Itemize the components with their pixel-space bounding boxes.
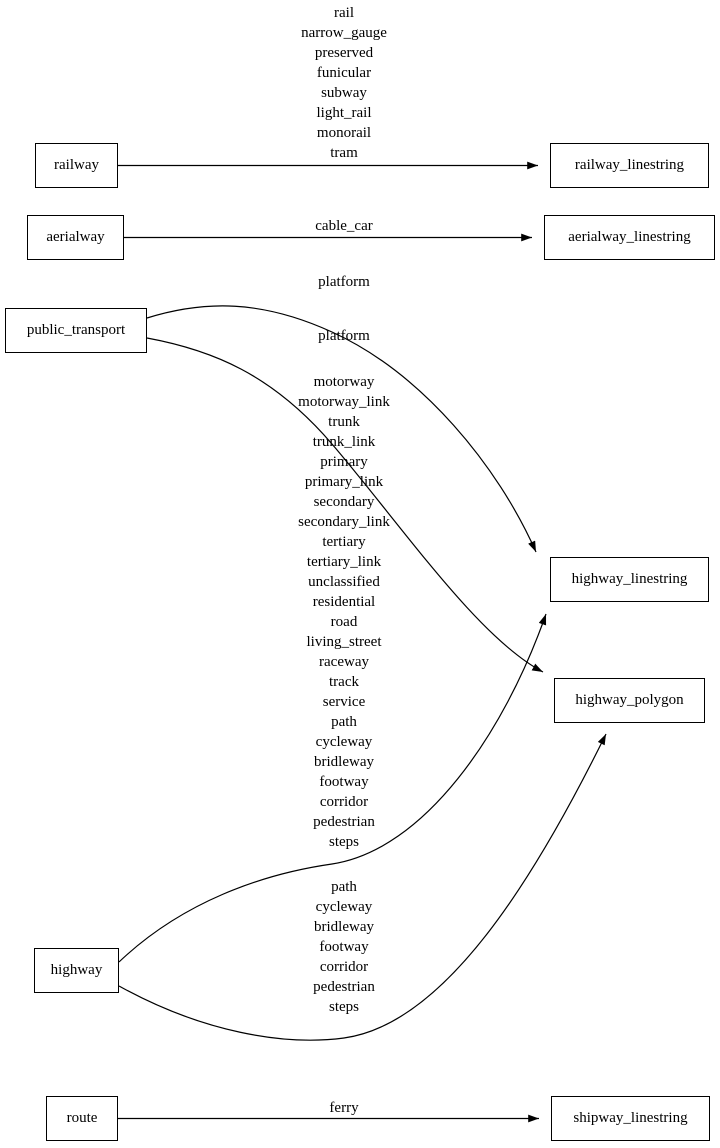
- edge-label-line: subway: [321, 85, 367, 101]
- node-label: highway: [50, 962, 103, 978]
- edge-label-line: primary: [320, 454, 368, 470]
- edge-label-line: pedestrian: [313, 979, 375, 995]
- edge-label-line: service: [322, 694, 366, 710]
- edge-label-line: corridor: [319, 794, 369, 810]
- edge-label-line: cable_car: [315, 218, 373, 234]
- edge-label-line: bridleway: [314, 919, 374, 935]
- node-shipway_linestring[interactable]: [551, 1096, 710, 1141]
- edge-label-highway-linestring: [244, 372, 444, 852]
- edge-label-line: road: [330, 614, 358, 630]
- edge-label-line: footway: [319, 774, 369, 790]
- node-label: railway: [54, 157, 99, 173]
- node-label: aerialway: [46, 229, 105, 245]
- edge-label-line: secondary_link: [298, 514, 390, 530]
- edge-label-line: track: [329, 674, 359, 690]
- node-railway_linestring[interactable]: [550, 143, 709, 188]
- edge-label-line: pedestrian: [313, 814, 375, 830]
- node-aerialway_linestring[interactable]: [544, 215, 715, 260]
- edge-label-line: motorway_link: [298, 394, 390, 410]
- edge-label-line: raceway: [319, 654, 369, 670]
- edge-label-line: primary_link: [304, 474, 384, 490]
- node-highway_linestring[interactable]: [550, 557, 709, 602]
- edge-label-line: unclassified: [308, 574, 380, 590]
- edge-label-line: bridleway: [314, 754, 374, 770]
- edge-label-line: trunk_link: [312, 434, 376, 450]
- edge-label-railway: [244, 3, 444, 163]
- edge-label-line: ferry: [329, 1100, 359, 1116]
- edge-label-line: tertiary: [322, 534, 366, 550]
- edge-label-line: steps: [329, 999, 359, 1015]
- edge-label-line: funicular: [316, 65, 372, 81]
- edge-label-line: path: [331, 879, 357, 895]
- edge-label-highway-polygon: [244, 877, 444, 1017]
- node-label: railway_linestring: [574, 157, 685, 173]
- edge-label-line: footway: [319, 939, 369, 955]
- edge-label-route: [244, 1098, 444, 1118]
- edge-label-line: light_rail: [316, 105, 372, 121]
- edge-label-line: path: [331, 714, 357, 730]
- edge-label-line: motorway: [313, 374, 375, 390]
- edge-label-public_transport-linestring: [244, 272, 444, 292]
- edge-label-line: monorail: [316, 125, 372, 141]
- edge-label-line: platform: [318, 274, 370, 290]
- edge-label-line: preserved: [314, 45, 374, 61]
- node-label: aerialway_linestring: [568, 229, 691, 245]
- node-highway_polygon[interactable]: [554, 678, 705, 723]
- node-public_transport[interactable]: [5, 308, 147, 353]
- edge-label-line: living_street: [306, 634, 382, 650]
- edge-label-aerialway: [244, 216, 444, 236]
- edge-label-line: rail: [334, 5, 354, 21]
- node-label: route: [66, 1110, 98, 1126]
- node-highway[interactable]: [34, 948, 119, 993]
- node-label: highway_linestring: [571, 571, 688, 587]
- node-label: highway_polygon: [575, 692, 684, 708]
- edge-label-line: tram: [330, 145, 358, 161]
- node-label: shipway_linestring: [573, 1110, 688, 1126]
- edge-label-public_transport-polygon: [244, 326, 444, 346]
- edge-label-line: cycleway: [315, 734, 373, 750]
- edge-label-line: residential: [312, 594, 376, 610]
- edge-label-line: secondary: [313, 494, 375, 510]
- edge-label-line: trunk: [328, 414, 360, 430]
- node-route[interactable]: [46, 1096, 118, 1141]
- edge-label-line: tertiary_link: [306, 554, 382, 570]
- edge-label-line: narrow_gauge: [301, 25, 387, 41]
- edge-label-line: platform: [318, 328, 370, 344]
- node-label: public_transport: [26, 322, 126, 338]
- node-railway[interactable]: [35, 143, 118, 188]
- edge-label-line: corridor: [319, 959, 369, 975]
- edge-label-line: cycleway: [315, 899, 373, 915]
- edge-label-line: steps: [329, 834, 359, 850]
- node-aerialway[interactable]: [27, 215, 124, 260]
